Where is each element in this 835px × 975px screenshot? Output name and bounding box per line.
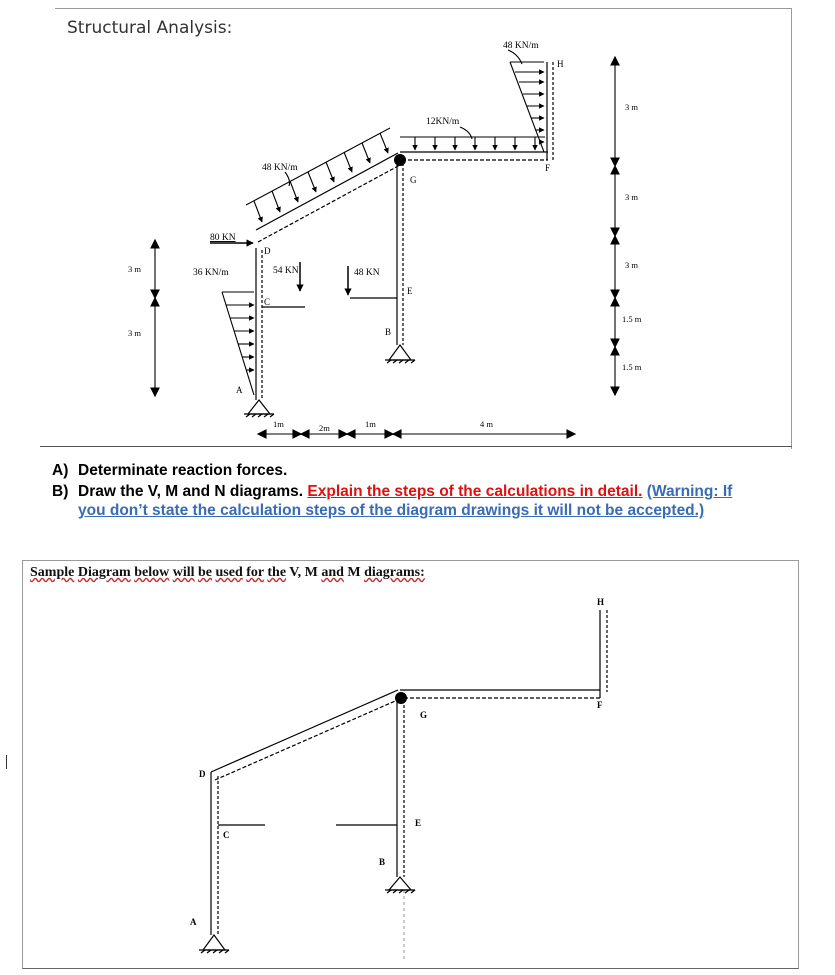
structure-figure (0, 0, 835, 450)
question-a-label: A) (52, 462, 69, 479)
sample-node-c: C (223, 830, 230, 840)
support-a (244, 400, 274, 417)
question-a (52, 462, 287, 480)
dim-left-bottom: 3 m (128, 328, 141, 338)
question-b-blue-1: (Warning: If (646, 483, 733, 500)
page-title: Structural Analysis: (67, 18, 233, 38)
dim-right-2: 3 m (625, 192, 638, 202)
sample-node-h: H (597, 597, 605, 607)
sample-hinge-g (395, 692, 407, 704)
load-36-label: 36 KN/m (193, 268, 229, 278)
load-54-label: 54 KN (273, 266, 299, 276)
node-g-label: G (410, 175, 417, 185)
dimension-lines (151, 57, 619, 438)
sample-word-5: be (198, 565, 213, 580)
load-top-label: 48 KN/m (503, 41, 539, 51)
load-arrows (210, 50, 545, 395)
sample-word-11: and (321, 565, 344, 580)
question-b-text: Draw the V, M and N diagrams. (78, 483, 304, 500)
sample-word-8: the (267, 565, 287, 580)
dim-right-4: 1.5 m (622, 314, 642, 324)
support-b (385, 345, 415, 363)
dim-bottom-2: 2m (319, 423, 330, 433)
dim-right-3: 3 m (625, 260, 638, 270)
sample-word-6: used (215, 565, 243, 580)
node-a-label: A (236, 385, 243, 395)
sample-word-12: M (347, 565, 361, 580)
dim-right-5: 1.5 m (622, 362, 642, 372)
question-b-blue-2: you don’t state the calculation steps of the diagram drawings it will not be accepted.) (78, 502, 705, 519)
hinge-g (394, 154, 406, 166)
sample-node-g: G (420, 710, 428, 720)
question-b-label: B) (52, 483, 69, 500)
sample-word-4: will (172, 565, 195, 580)
sample-word-10: M (304, 565, 318, 580)
node-b-label: B (385, 327, 392, 337)
dim-bottom-3: 1m (365, 419, 376, 429)
load-80-label: 80 KN (210, 233, 236, 243)
sample-node-f: F (597, 700, 603, 710)
question-b-red: Explain the steps of the calculations in detail. (307, 483, 643, 500)
node-c-label: C (264, 297, 271, 307)
sample-word-13: diagrams: (364, 565, 425, 580)
dim-bottom-4: 4 m (480, 419, 493, 429)
dim-left-top: 3 m (128, 264, 141, 274)
sample-word-3: below (134, 565, 170, 580)
sample-word-2: Diagram (77, 565, 131, 580)
frame-members (256, 62, 553, 400)
question-b (52, 483, 732, 501)
load-48-label: 48 KN (354, 268, 380, 278)
node-f-label: F (545, 163, 551, 173)
question-a-text: Determinate reaction forces. (78, 462, 288, 479)
sample-node-d: D (199, 769, 206, 779)
dim-bottom-1: 1m (273, 419, 284, 429)
sample-node-b: B (379, 857, 386, 867)
sample-word-9: V, (289, 565, 302, 580)
load-mid-label: 12KN/m (426, 117, 460, 127)
question-b-warning (78, 502, 704, 520)
sample-node-a: A (190, 917, 197, 927)
sample-diagram (0, 560, 835, 970)
dim-right-1: 3 m (625, 102, 638, 112)
sample-word-7: for (246, 565, 264, 580)
node-d-label: D (264, 246, 271, 256)
node-e-label: E (407, 286, 413, 296)
load-inclined-label: 48 KN/m (262, 163, 298, 173)
sample-word-1: Sample (30, 565, 75, 580)
sample-node-e: E (415, 818, 422, 828)
node-h-label: H (557, 59, 564, 69)
